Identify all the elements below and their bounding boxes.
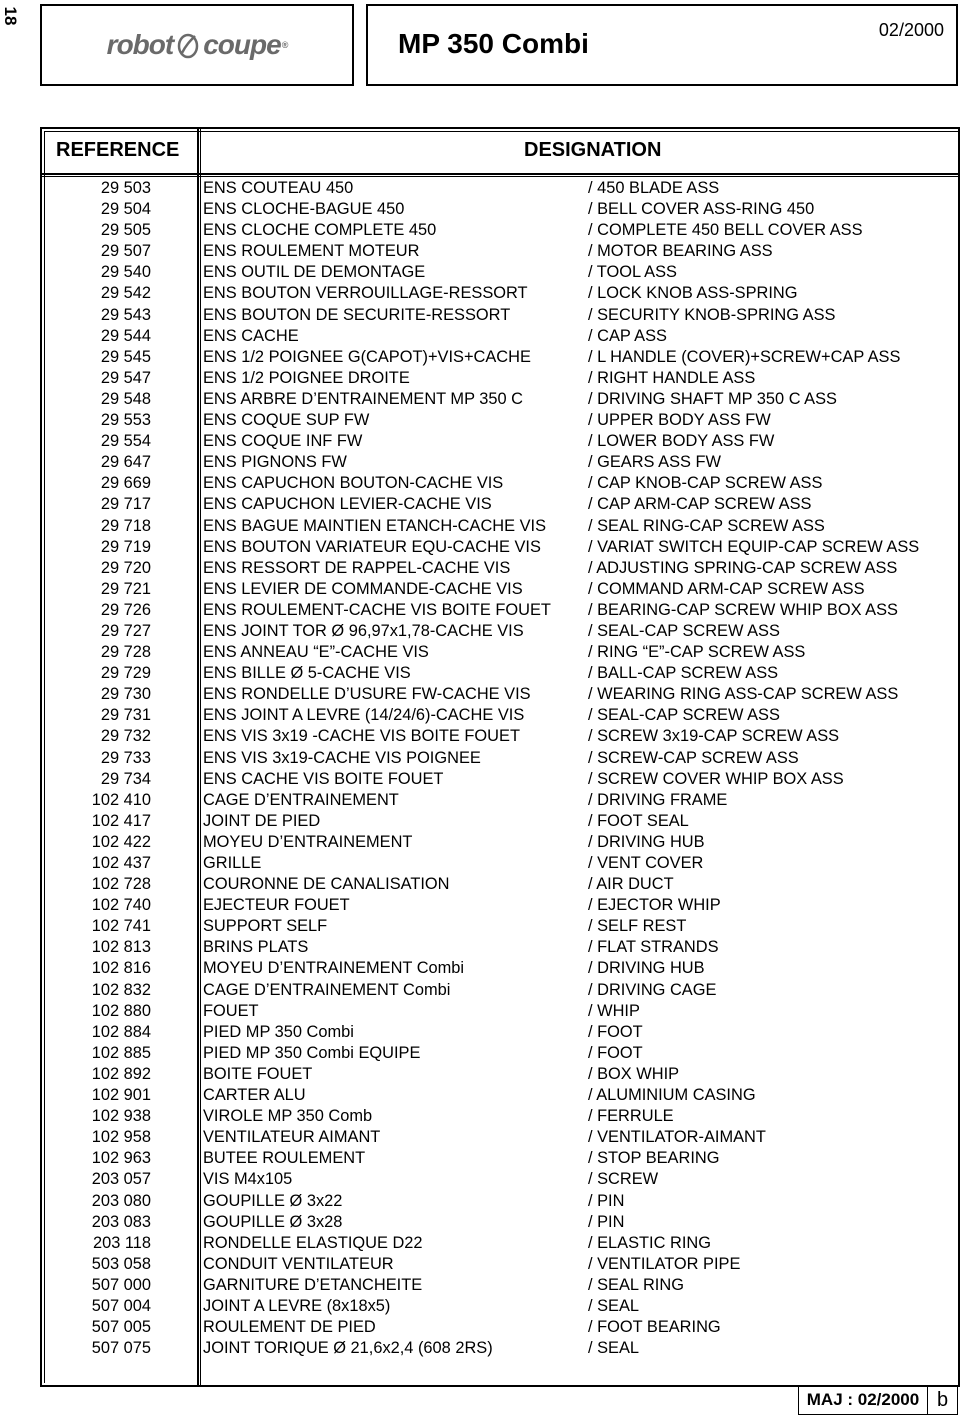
designation-english: / COMMAND ARM-CAP SCREW ASS bbox=[588, 579, 865, 598]
table-row bbox=[40, 726, 960, 747]
logo-word-coupe: coupe bbox=[203, 29, 281, 60]
table-row bbox=[40, 410, 960, 431]
designation-french: ENS BAGUE MAINTIEN ETANCH-CACHE VIS bbox=[203, 516, 547, 535]
table-row bbox=[40, 790, 960, 811]
designation-english: / FOOT BEARING bbox=[588, 1318, 721, 1337]
logo-word-robot: robot bbox=[106, 29, 174, 60]
document-date: 02/2000 bbox=[878, 20, 944, 40]
part-reference: 29 733 bbox=[100, 748, 151, 767]
brand-logo-box bbox=[40, 4, 354, 86]
table-row bbox=[40, 368, 960, 389]
part-reference: 102 832 bbox=[91, 980, 151, 999]
part-reference: 29 540 bbox=[100, 263, 151, 282]
designation-french: CAGE D’ENTRAINEMENT Combi bbox=[203, 980, 451, 999]
part-reference: 29 544 bbox=[100, 326, 151, 345]
header-divider-inner bbox=[42, 176, 958, 177]
table-row bbox=[40, 705, 960, 726]
designation-french: JOINT A LEVRE (8x18x5) bbox=[203, 1296, 391, 1315]
designation-english: / WHIP bbox=[588, 1001, 640, 1020]
designation-french: BRINS PLATS bbox=[203, 938, 309, 957]
part-reference: 29 553 bbox=[100, 411, 151, 430]
part-reference: 102 816 bbox=[91, 959, 151, 978]
table-row bbox=[40, 874, 960, 895]
table-row bbox=[40, 1043, 960, 1064]
designation-english: / SECURITY KNOB-SPRING ASS bbox=[588, 305, 836, 324]
designation-french: GOUPILLE Ø 3x28 bbox=[203, 1212, 343, 1231]
designation-french: COURONNE DE CANALISATION bbox=[203, 875, 450, 894]
designation-french: ENS BOUTON VARIATEUR EQU-CACHE VIS bbox=[203, 537, 541, 556]
part-reference: 29 543 bbox=[100, 305, 151, 324]
table-row bbox=[40, 642, 960, 663]
designation-french: FOUET bbox=[203, 1001, 259, 1020]
table-row bbox=[40, 1275, 960, 1296]
designation-english: / ALUMINIUM CASING bbox=[588, 1086, 756, 1105]
part-reference: 29 731 bbox=[100, 706, 151, 725]
part-reference: 203 118 bbox=[92, 1233, 151, 1252]
part-reference: 29 717 bbox=[100, 495, 151, 514]
designation-english: / DRIVING HUB bbox=[588, 959, 705, 978]
part-reference: 29 729 bbox=[100, 664, 151, 683]
designation-english: / FOOT bbox=[588, 1022, 643, 1041]
table-row bbox=[40, 1254, 960, 1275]
part-reference: 102 880 bbox=[91, 1001, 151, 1020]
part-reference: 29 719 bbox=[100, 537, 151, 556]
designation-english: / PIN bbox=[588, 1212, 625, 1231]
part-reference: 102 728 bbox=[91, 875, 151, 894]
table-row bbox=[40, 431, 960, 452]
part-reference: 29 726 bbox=[100, 600, 151, 619]
part-reference: 102 740 bbox=[91, 896, 151, 915]
designation-french: BOITE FOUET bbox=[203, 1064, 313, 1083]
designation-english: / VENTILATOR PIPE bbox=[588, 1254, 741, 1273]
designation-english: / 450 BLADE ASS bbox=[588, 179, 720, 197]
part-reference: 29 542 bbox=[100, 284, 151, 303]
designation-english: / DRIVING SHAFT MP 350 C ASS bbox=[588, 389, 837, 408]
part-reference: 507 005 bbox=[91, 1318, 151, 1337]
designation-english: / VENT COVER bbox=[588, 854, 704, 872]
part-reference: 29 505 bbox=[100, 221, 151, 240]
part-reference: 102 958 bbox=[91, 1128, 151, 1147]
designation-french: ENS OUTIL DE DEMONTAGE bbox=[203, 263, 426, 282]
designation-french: ENS JOINT A LEVRE (14/24/6)-CACHE VIS bbox=[203, 706, 525, 725]
table-row bbox=[40, 1085, 960, 1106]
designation-english: / CAP KNOB-CAP SCREW ASS bbox=[588, 474, 823, 493]
revision-letter: b bbox=[928, 1385, 958, 1415]
designation-english: / FOOT bbox=[588, 1043, 643, 1062]
part-reference: 507 000 bbox=[91, 1275, 151, 1294]
part-reference: 29 647 bbox=[100, 453, 151, 472]
part-reference: 29 507 bbox=[100, 242, 151, 261]
designation-french: ENS CAPUCHON LEVIER-CACHE VIS bbox=[203, 495, 492, 514]
part-reference: 102 892 bbox=[91, 1064, 151, 1083]
designation-french: BUTEE ROULEMENT bbox=[203, 1149, 366, 1168]
designation-french: ENS LEVIER DE COMMANDE-CACHE VIS bbox=[203, 579, 523, 598]
designation-french: CAGE D’ENTRAINEMENT bbox=[203, 790, 399, 809]
part-reference: 102 963 bbox=[91, 1149, 151, 1168]
part-reference: 29 720 bbox=[100, 558, 151, 577]
designation-french: ENS BOUTON VERROUILLAGE-RESSORT bbox=[203, 284, 528, 303]
designation-english: / RIGHT HANDLE ASS bbox=[588, 368, 756, 387]
designation-english: / SCREW-CAP SCREW ASS bbox=[588, 748, 799, 767]
designation-french: MOYEU D’ENTRAINEMENT bbox=[203, 832, 413, 851]
designation-english: / DRIVING FRAME bbox=[588, 790, 728, 809]
table-row bbox=[40, 579, 960, 600]
designation-french: GRILLE bbox=[203, 854, 262, 872]
designation-english: / SCREW COVER WHIP BOX ASS bbox=[588, 769, 844, 788]
designation-french: GOUPILLE Ø 3x22 bbox=[203, 1191, 343, 1210]
table-row bbox=[40, 516, 960, 537]
table-row bbox=[40, 1317, 960, 1338]
registered-mark: ® bbox=[281, 40, 288, 50]
table-row bbox=[40, 621, 960, 642]
part-reference: 102 741 bbox=[91, 917, 151, 936]
designation-english: / FLAT STRANDS bbox=[588, 938, 719, 957]
title-box bbox=[366, 4, 958, 86]
table-row bbox=[40, 1169, 960, 1190]
designation-french: ENS COQUE SUP FW bbox=[203, 411, 370, 430]
designation-english: / CAP ASS bbox=[588, 326, 667, 345]
part-reference: 29 503 bbox=[100, 179, 151, 197]
designation-french: ENS ROULEMENT MOTEUR bbox=[203, 242, 420, 261]
designation-french: ENS BILLE Ø 5-CACHE VIS bbox=[203, 664, 411, 683]
table-row bbox=[40, 537, 960, 558]
table-row bbox=[40, 769, 960, 790]
part-reference: 29 727 bbox=[100, 621, 151, 640]
table-row bbox=[40, 1296, 960, 1317]
table-row bbox=[40, 748, 960, 769]
table-row bbox=[40, 1106, 960, 1127]
designation-english: / BELL COVER ASS-RING 450 bbox=[588, 200, 815, 219]
designation-english: / SELF REST bbox=[588, 917, 687, 936]
table-row bbox=[40, 600, 960, 621]
table-row bbox=[40, 895, 960, 916]
part-reference: 29 734 bbox=[100, 769, 151, 788]
designation-english: / STOP BEARING bbox=[588, 1149, 720, 1168]
table-row bbox=[40, 452, 960, 473]
designation-french: ENS 1/2 POIGNEE DROITE bbox=[203, 368, 410, 387]
table-row bbox=[40, 1127, 960, 1148]
part-reference: 102 417 bbox=[91, 811, 151, 830]
designation-english: / ADJUSTING SPRING-CAP SCREW ASS bbox=[588, 558, 898, 577]
table-row bbox=[40, 347, 960, 368]
part-reference: 507 004 bbox=[91, 1296, 151, 1315]
page-number: 18 bbox=[1, 6, 20, 26]
designation-english: / FERRULE bbox=[588, 1107, 674, 1126]
designation-english: / VARIAT SWITCH EQUIP-CAP SCREW ASS bbox=[588, 537, 920, 556]
designation-french: ENS BOUTON DE SECURITE-RESSORT bbox=[203, 305, 511, 324]
designation-french: SUPPORT SELF bbox=[203, 917, 328, 936]
designation-english: / SCREW bbox=[588, 1170, 659, 1189]
designation-french: GARNITURE D’ETANCHEITE bbox=[203, 1275, 423, 1294]
designation-english: / VENTILATOR-AIMANT bbox=[588, 1128, 766, 1147]
parts-rows bbox=[40, 178, 960, 1359]
table-row bbox=[40, 220, 960, 241]
designation-french: PIED MP 350 Combi bbox=[203, 1022, 354, 1041]
designation-french: ENS RESSORT DE RAPPEL-CACHE VIS bbox=[203, 558, 511, 577]
designation-french: VIROLE MP 350 Comb bbox=[203, 1107, 373, 1126]
designation-french: ENS CACHE bbox=[203, 326, 299, 345]
designation-english: / MOTOR BEARING ASS bbox=[588, 242, 773, 261]
table-row bbox=[40, 853, 960, 874]
designation-english: / DRIVING CAGE bbox=[588, 980, 717, 999]
designation-english: / SEAL bbox=[588, 1296, 640, 1315]
designation-french: ENS RONDELLE D’USURE FW-CACHE VIS bbox=[203, 685, 531, 704]
designation-english: / AIR DUCT bbox=[588, 875, 674, 894]
table-row bbox=[40, 199, 960, 220]
part-reference: 203 057 bbox=[91, 1170, 151, 1189]
table-row bbox=[40, 473, 960, 494]
designation-english: / COMPLETE 450 BELL COVER ASS bbox=[588, 221, 863, 240]
part-reference: 102 938 bbox=[91, 1107, 151, 1126]
table-row bbox=[40, 916, 960, 937]
table-row bbox=[40, 1191, 960, 1212]
designation-french: CARTER ALU bbox=[203, 1086, 306, 1105]
table-row bbox=[40, 1338, 960, 1359]
table-row bbox=[40, 832, 960, 853]
part-reference: 507 075 bbox=[91, 1339, 151, 1358]
designation-english: / SEAL-CAP SCREW ASS bbox=[588, 621, 780, 640]
designation-french: ENS COUTEAU 450 bbox=[203, 179, 354, 197]
part-reference: 203 083 bbox=[91, 1212, 151, 1231]
designation-french: ENS PIGNONS FW bbox=[203, 453, 347, 472]
part-reference: 29 548 bbox=[100, 389, 151, 408]
part-reference: 102 410 bbox=[91, 790, 151, 809]
table-row bbox=[40, 262, 960, 283]
designation-english: / ELASTIC RING bbox=[588, 1233, 711, 1252]
update-stamp: MAJ : 02/2000 bbox=[798, 1385, 928, 1415]
designation-french: PIED MP 350 Combi EQUIPE bbox=[203, 1043, 421, 1062]
part-reference: 29 545 bbox=[100, 347, 151, 366]
robot-coupe-logo bbox=[107, 29, 288, 61]
designation-english: / WEARING RING ASS-CAP SCREW ASS bbox=[588, 685, 899, 704]
part-reference: 29 669 bbox=[100, 474, 151, 493]
table-row bbox=[40, 1148, 960, 1169]
designation-french: RONDELLE ELASTIQUE D22 bbox=[203, 1233, 423, 1252]
designation-french: CONDUIT VENTILATEUR bbox=[203, 1254, 394, 1273]
document-title: MP 350 Combi bbox=[398, 28, 589, 59]
designation-english: / SEAL-CAP SCREW ASS bbox=[588, 706, 780, 725]
designation-french: ENS COQUE INF FW bbox=[203, 432, 363, 451]
designation-french: ENS CACHE VIS BOITE FOUET bbox=[203, 769, 444, 788]
designation-english: / TOOL ASS bbox=[588, 263, 677, 282]
designation-english: / L HANDLE (COVER)+SCREW+CAP ASS bbox=[588, 347, 901, 366]
designation-french: ENS 1/2 POIGNEE G(CAPOT)+VIS+CACHE bbox=[203, 347, 531, 366]
table-row bbox=[40, 811, 960, 832]
header-divider bbox=[42, 173, 958, 175]
table-row bbox=[40, 1022, 960, 1043]
part-reference: 29 504 bbox=[100, 200, 151, 219]
designation-french: VIS M4x105 bbox=[203, 1170, 293, 1189]
part-reference: 102 437 bbox=[91, 854, 151, 872]
designation-french: JOINT DE PIED bbox=[203, 811, 321, 830]
designation-french: ENS VIS 3x19 -CACHE VIS BOITE FOUET bbox=[203, 727, 520, 746]
designation-english: / FOOT SEAL bbox=[588, 811, 689, 830]
designation-french: EJECTEUR FOUET bbox=[203, 896, 350, 915]
column-header-designation: DESIGNATION bbox=[524, 139, 662, 161]
part-reference: 503 058 bbox=[91, 1254, 151, 1273]
table-row bbox=[40, 684, 960, 705]
table-row bbox=[40, 326, 960, 347]
part-reference: 102 885 bbox=[91, 1043, 151, 1062]
table-row bbox=[40, 1212, 960, 1233]
designation-english: / RING “E”-CAP SCREW ASS bbox=[588, 643, 806, 662]
designation-english: / DRIVING HUB bbox=[588, 832, 705, 851]
table-row bbox=[40, 1233, 960, 1254]
designation-french: ENS JOINT TOR Ø 96,97x1,78-CACHE VIS bbox=[203, 621, 524, 640]
designation-french: ENS ARBRE D’ENTRAINEMENT MP 350 C bbox=[203, 389, 524, 408]
designation-english: / SEAL RING-CAP SCREW ASS bbox=[588, 516, 825, 535]
designation-french: ENS ANNEAU “E”-CACHE VIS bbox=[203, 643, 429, 662]
table-row bbox=[40, 558, 960, 579]
part-reference: 102 884 bbox=[91, 1022, 151, 1041]
designation-english: / CAP ARM-CAP SCREW ASS bbox=[588, 495, 812, 514]
column-header-reference: REFERENCE bbox=[56, 139, 180, 161]
logo-emblem-icon bbox=[176, 31, 200, 59]
designation-english: / GEARS ASS FW bbox=[588, 453, 721, 472]
table-row bbox=[40, 494, 960, 515]
designation-french: ENS CAPUCHON BOUTON-CACHE VIS bbox=[203, 474, 504, 493]
part-reference: 29 554 bbox=[100, 432, 151, 451]
designation-english: / BALL-CAP SCREW ASS bbox=[588, 664, 779, 683]
designation-french: MOYEU D’ENTRAINEMENT Combi bbox=[203, 959, 465, 978]
part-reference: 29 547 bbox=[100, 368, 151, 387]
table-row bbox=[40, 1064, 960, 1085]
designation-english: / SEAL bbox=[588, 1339, 640, 1358]
designation-english: / LOWER BODY ASS FW bbox=[588, 432, 775, 451]
designation-french: ENS CLOCHE COMPLETE 450 bbox=[203, 221, 437, 240]
table-row bbox=[40, 283, 960, 304]
designation-english: / SCREW 3x19-CAP SCREW ASS bbox=[588, 727, 840, 746]
designation-french: ROULEMENT DE PIED bbox=[203, 1318, 376, 1337]
table-row bbox=[40, 1001, 960, 1022]
table-row bbox=[40, 305, 960, 326]
part-reference: 29 730 bbox=[100, 685, 151, 704]
table-row bbox=[40, 241, 960, 262]
part-reference: 203 080 bbox=[91, 1191, 151, 1210]
part-reference: 102 422 bbox=[91, 832, 151, 851]
part-reference: 102 901 bbox=[91, 1086, 151, 1105]
part-reference: 29 732 bbox=[100, 727, 151, 746]
part-reference: 29 718 bbox=[100, 516, 151, 535]
table-row bbox=[40, 389, 960, 410]
designation-french: ENS ROULEMENT-CACHE VIS BOITE FOUET bbox=[203, 600, 551, 619]
designation-english: / UPPER BODY ASS FW bbox=[588, 411, 771, 430]
part-reference: 29 721 bbox=[100, 579, 151, 598]
designation-french: ENS CLOCHE-BAGUE 450 bbox=[203, 200, 405, 219]
table-row bbox=[40, 980, 960, 1001]
table-row bbox=[40, 178, 960, 199]
designation-english: / EJECTOR WHIP bbox=[588, 896, 721, 915]
designation-french: ENS VIS 3x19-CACHE VIS POIGNEE bbox=[203, 748, 481, 767]
designation-english: / BOX WHIP bbox=[588, 1064, 680, 1083]
table-row bbox=[40, 663, 960, 684]
designation-english: / BEARING-CAP SCREW WHIP BOX ASS bbox=[588, 600, 898, 619]
part-reference: 102 813 bbox=[91, 938, 151, 957]
table-row bbox=[40, 958, 960, 979]
designation-french: JOINT TORIQUE Ø 21,6x2,4 (608 2RS) bbox=[203, 1339, 493, 1358]
part-reference: 29 728 bbox=[100, 643, 151, 662]
designation-english: / LOCK KNOB ASS-SPRING bbox=[588, 284, 798, 303]
designation-french: VENTILATEUR AIMANT bbox=[203, 1128, 381, 1147]
designation-english: / PIN bbox=[588, 1191, 625, 1210]
table-row bbox=[40, 937, 960, 958]
designation-english: / SEAL RING bbox=[588, 1275, 684, 1294]
